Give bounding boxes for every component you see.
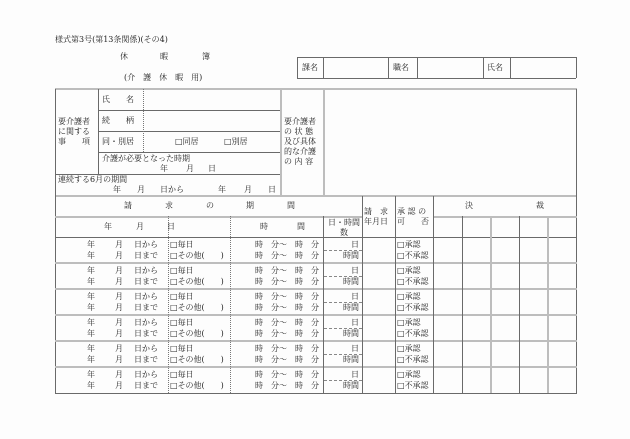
request-date-header: 請 求 年月日 <box>364 207 388 226</box>
from-day[interactable]: 日から <box>134 318 158 327</box>
decision-stamp-3[interactable] <box>492 239 518 261</box>
from-month[interactable]: 月 <box>115 370 123 379</box>
approve-checkbox[interactable]: □ 承認 <box>397 293 421 301</box>
from-month[interactable]: 月 <box>115 240 123 249</box>
relation-label: 続 柄 <box>102 116 134 125</box>
to-day[interactable]: 日まで <box>134 329 158 338</box>
to-month[interactable]: 月 <box>115 277 123 286</box>
every-day-checkbox[interactable]: □ 毎日 <box>170 345 194 353</box>
other-checkbox[interactable]: □ その他( ) <box>170 252 224 260</box>
care-needed-year[interactable]: 年 <box>160 164 168 173</box>
decision-stamp-5[interactable] <box>549 239 575 261</box>
recipient-name-label: 氏 名 <box>102 95 134 104</box>
living-together-checkbox[interactable]: □ 同居 <box>175 138 199 146</box>
condition-field[interactable] <box>326 92 573 192</box>
hours-unit[interactable]: 時間 <box>343 277 359 286</box>
section-label: 課名 <box>302 63 318 72</box>
time-range-2[interactable]: 時 分〜 時 分 <box>255 303 319 312</box>
decision-stamp-2[interactable] <box>463 265 489 287</box>
decision-stamp-4[interactable] <box>520 291 546 313</box>
decision-header-1: 決 <box>465 201 473 210</box>
period-header-3: の <box>206 201 214 210</box>
decision-stamp-3[interactable] <box>492 343 518 365</box>
to-month[interactable]: 月 <box>115 381 123 390</box>
to-year[interactable]: 年 <box>87 303 95 312</box>
from-month[interactable]: 月 <box>115 344 123 353</box>
decision-stamp-4[interactable] <box>520 343 546 365</box>
time-range-2[interactable]: 時 分〜 時 分 <box>255 381 319 390</box>
form-label: 様式第3号(第13条関係)(その4) <box>55 35 168 44</box>
other-checkbox[interactable]: □ その他( ) <box>170 356 224 364</box>
time-header-1: 時 <box>260 222 268 231</box>
care-needed-day[interactable]: 日 <box>208 164 216 173</box>
decision-stamp-1[interactable] <box>434 291 461 313</box>
reject-checkbox[interactable]: □ 不承認 <box>397 278 429 286</box>
date-header-month: 月 <box>136 222 144 231</box>
to-day[interactable]: 日まで <box>134 303 158 312</box>
period-header-5: 間 <box>287 201 295 210</box>
to-month[interactable]: 月 <box>115 329 123 338</box>
days-unit[interactable]: 日 <box>351 344 359 353</box>
to-year[interactable]: 年 <box>87 251 95 260</box>
from-day[interactable]: 日から <box>134 344 158 353</box>
approve-checkbox[interactable]: □ 承認 <box>397 371 421 379</box>
time-range-2[interactable]: 時 分〜 時 分 <box>255 329 319 338</box>
decision-stamp-4[interactable] <box>520 317 546 339</box>
every-day-checkbox[interactable]: □ 毎日 <box>170 267 194 275</box>
period-from-year[interactable]: 年 <box>113 185 121 194</box>
reject-checkbox[interactable]: □ 不承認 <box>397 252 429 260</box>
to-year[interactable]: 年 <box>87 381 95 390</box>
decision-stamp-5[interactable] <box>549 265 575 287</box>
decision-stamp-4[interactable] <box>520 239 546 261</box>
period-from-month[interactable]: 月 <box>137 185 145 194</box>
relation-field[interactable] <box>146 112 278 130</box>
position-field[interactable] <box>420 60 480 76</box>
care-needed-label: 介護が必要となった時期 <box>102 154 190 163</box>
decision-stamp-2[interactable] <box>463 369 489 391</box>
hours-unit[interactable]: 時間 <box>343 251 359 260</box>
from-month[interactable]: 月 <box>115 318 123 327</box>
date-header-year: 年 <box>104 222 112 231</box>
from-day[interactable]: 日から <box>134 240 158 249</box>
from-day[interactable]: 日から <box>134 370 158 379</box>
from-year[interactable]: 年 <box>87 266 95 275</box>
time-range-2[interactable]: 時 分〜 時 分 <box>255 277 319 286</box>
period-header-2: 求 <box>165 201 173 210</box>
request-date-field[interactable] <box>364 369 394 391</box>
hours-unit[interactable]: 時間 <box>343 381 359 390</box>
from-year[interactable]: 年 <box>87 370 95 379</box>
from-month[interactable]: 月 <box>115 266 123 275</box>
reject-checkbox[interactable]: □ 不承認 <box>397 304 429 312</box>
approve-checkbox[interactable]: □ 承認 <box>397 345 421 353</box>
period-header-1: 請 <box>124 201 132 210</box>
days-unit[interactable]: 日 <box>351 266 359 275</box>
living-separate-checkbox[interactable]: □ 別居 <box>224 138 248 146</box>
every-day-checkbox[interactable]: □ 毎日 <box>170 319 194 327</box>
days-unit[interactable]: 日 <box>351 292 359 301</box>
decision-stamp-4[interactable] <box>520 265 546 287</box>
decision-stamp-5[interactable] <box>549 343 575 365</box>
to-day[interactable]: 日まで <box>134 251 158 260</box>
request-date-field[interactable] <box>364 239 394 261</box>
section-field[interactable] <box>326 60 386 76</box>
every-day-checkbox[interactable]: □ 毎日 <box>170 241 194 249</box>
decision-stamp-5[interactable] <box>549 369 575 391</box>
from-day[interactable]: 日から <box>134 266 158 275</box>
period-header-4: 期 <box>246 201 254 210</box>
name-field[interactable] <box>513 60 573 76</box>
hours-unit[interactable]: 時間 <box>343 329 359 338</box>
other-checkbox[interactable]: □ その他( ) <box>170 330 224 338</box>
decision-stamp-3[interactable] <box>492 317 518 339</box>
period-to-day[interactable]: 日 <box>268 185 276 194</box>
to-day[interactable]: 日まで <box>134 355 158 364</box>
care-needed-month[interactable]: 月 <box>186 164 194 173</box>
to-year[interactable]: 年 <box>87 329 95 338</box>
time-range-1[interactable]: 時 分〜 時 分 <box>255 292 319 301</box>
time-range-1[interactable]: 時 分〜 時 分 <box>255 344 319 353</box>
every-day-checkbox[interactable]: □ 毎日 <box>170 371 194 379</box>
days-hours-header: 日・時間 数 <box>328 218 360 237</box>
time-range-1[interactable]: 時 分〜 時 分 <box>255 370 319 379</box>
decision-stamp-4[interactable] <box>520 369 546 391</box>
request-date-field[interactable] <box>364 291 394 313</box>
period-to-year[interactable]: 年 <box>218 185 226 194</box>
decision-stamp-3[interactable] <box>492 291 518 313</box>
decision-stamp-1[interactable] <box>434 317 461 339</box>
approve-checkbox[interactable]: □ 承認 <box>397 241 421 249</box>
request-date-field[interactable] <box>364 317 394 339</box>
time-range-2[interactable]: 時 分〜 時 分 <box>255 355 319 364</box>
decision-stamp-1[interactable] <box>434 239 461 261</box>
from-year[interactable]: 年 <box>87 318 95 327</box>
to-month[interactable]: 月 <box>115 303 123 312</box>
from-year[interactable]: 年 <box>87 344 95 353</box>
title-char-1: 休 <box>120 52 128 61</box>
other-checkbox[interactable]: □ その他( ) <box>170 278 224 286</box>
other-checkbox[interactable]: □ その他( ) <box>170 382 224 390</box>
decision-stamp-1[interactable] <box>434 343 461 365</box>
living-label: 同・別居 <box>102 137 134 146</box>
to-month[interactable]: 月 <box>115 251 123 260</box>
decision-stamp-3[interactable] <box>492 265 518 287</box>
condition-label: 要介護者 の 状 態 及び具体 的な介護 の 内 容 <box>284 117 316 166</box>
title-char-2: 暇 <box>160 52 168 61</box>
to-month[interactable]: 月 <box>115 355 123 364</box>
approval-header: 承 認 の 可 否 <box>397 207 429 226</box>
reject-checkbox[interactable]: □ 不承認 <box>397 356 429 364</box>
request-date-field[interactable] <box>364 265 394 287</box>
hours-unit[interactable]: 時間 <box>343 355 359 364</box>
every-day-checkbox[interactable]: □ 毎日 <box>170 293 194 301</box>
decision-stamp-1[interactable] <box>434 369 461 391</box>
period-from-day[interactable]: 日から <box>160 185 184 194</box>
to-day[interactable]: 日まで <box>134 381 158 390</box>
reject-checkbox[interactable]: □ 不承認 <box>397 382 429 390</box>
consecutive-period-label: 連続する6月の期間 <box>58 175 128 184</box>
hours-unit[interactable]: 時間 <box>343 303 359 312</box>
time-range-1[interactable]: 時 分〜 時 分 <box>255 266 319 275</box>
position-label: 職名 <box>393 63 409 72</box>
other-checkbox[interactable]: □ その他( ) <box>170 304 224 312</box>
days-unit[interactable]: 日 <box>351 370 359 379</box>
time-header-2: 間 <box>297 222 305 231</box>
request-date-field[interactable] <box>364 343 394 365</box>
name-label: 氏名 <box>487 63 503 72</box>
decision-stamp-5[interactable] <box>549 291 575 313</box>
to-day[interactable]: 日まで <box>134 277 158 286</box>
reject-checkbox[interactable]: □ 不承認 <box>397 330 429 338</box>
from-month[interactable]: 月 <box>115 292 123 301</box>
time-range-2[interactable]: 時 分〜 時 分 <box>255 251 319 260</box>
decision-stamp-2[interactable] <box>463 343 489 365</box>
care-recipient-group-label: 要介護者 に関する 事 項 <box>58 117 90 146</box>
from-year[interactable]: 年 <box>87 240 95 249</box>
decision-stamp-5[interactable] <box>549 317 575 339</box>
decision-stamp-2[interactable] <box>463 239 489 261</box>
days-unit[interactable]: 日 <box>351 318 359 327</box>
decision-header-2: 裁 <box>536 201 544 210</box>
date-header-day: 日 <box>167 222 175 231</box>
from-year[interactable]: 年 <box>87 292 95 301</box>
time-range-1[interactable]: 時 分〜 時 分 <box>255 240 319 249</box>
decision-stamp-2[interactable] <box>463 317 489 339</box>
decision-stamp-2[interactable] <box>463 291 489 313</box>
recipient-name-field[interactable] <box>146 91 278 109</box>
to-year[interactable]: 年 <box>87 355 95 364</box>
subtitle: (介 護 休 暇 用) <box>124 73 203 82</box>
decision-stamp-1[interactable] <box>434 265 461 287</box>
days-unit[interactable]: 日 <box>351 240 359 249</box>
period-to-month[interactable]: 月 <box>244 185 252 194</box>
to-year[interactable]: 年 <box>87 277 95 286</box>
approve-checkbox[interactable]: □ 承認 <box>397 319 421 327</box>
title-char-3: 簿 <box>202 52 210 61</box>
approve-checkbox[interactable]: □ 承認 <box>397 267 421 275</box>
decision-stamp-3[interactable] <box>492 369 518 391</box>
from-day[interactable]: 日から <box>134 292 158 301</box>
time-range-1[interactable]: 時 分〜 時 分 <box>255 318 319 327</box>
